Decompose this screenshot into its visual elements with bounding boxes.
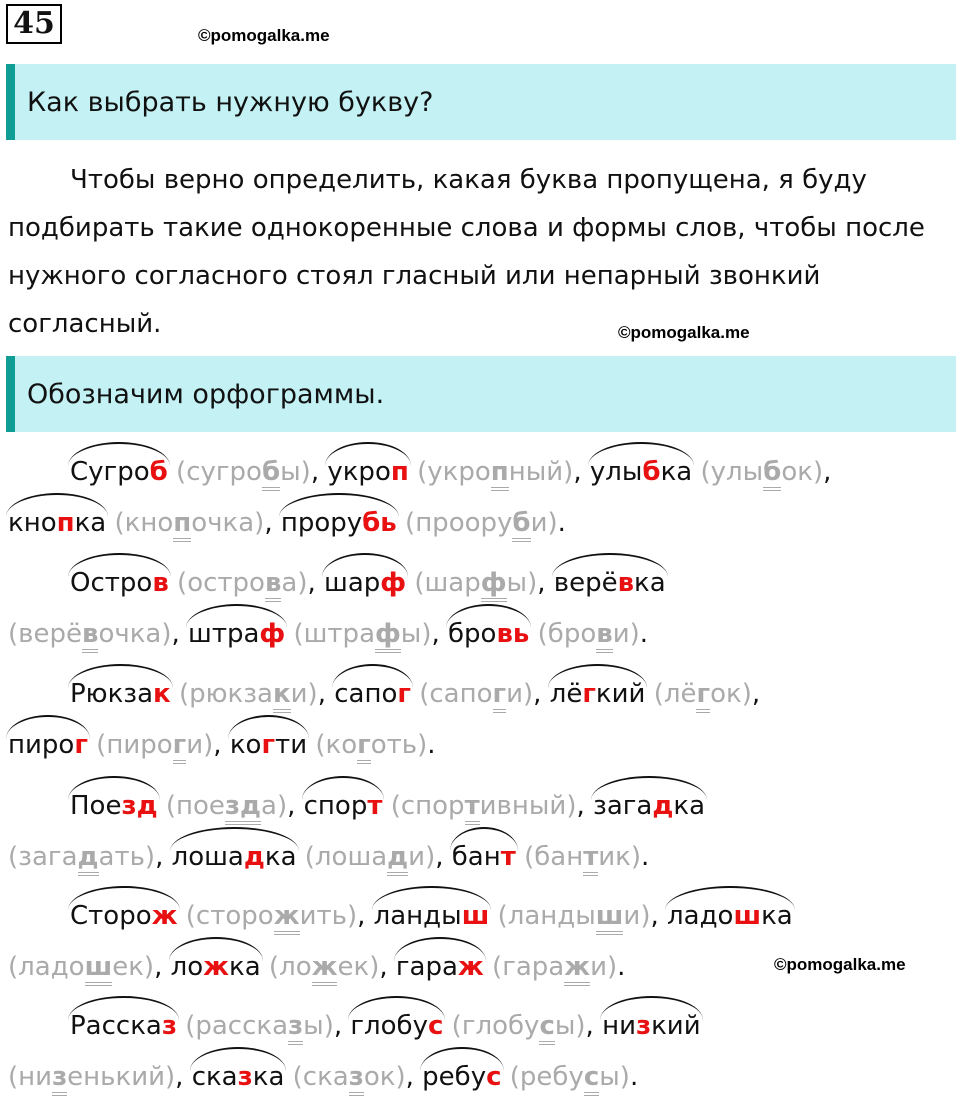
check-letter: в bbox=[596, 619, 612, 653]
word-with-root bbox=[448, 616, 529, 652]
word-start: глобу bbox=[350, 1011, 428, 1041]
check-word: (ландыши) bbox=[498, 901, 651, 935]
orthogram-letter: в bbox=[152, 568, 169, 598]
check-start: шар bbox=[424, 568, 481, 598]
watermark-top: ©pomogalka.me bbox=[198, 26, 330, 45]
root-arc bbox=[6, 715, 90, 739]
check-letter: ф bbox=[375, 619, 401, 653]
check-start: сторо bbox=[195, 901, 274, 931]
watermark-middle: ©pomogalka.me bbox=[618, 323, 750, 342]
check-word: (низенький) bbox=[8, 1062, 175, 1096]
root-arc bbox=[450, 827, 518, 851]
check-word: (загадать) bbox=[8, 842, 155, 876]
word-with-root bbox=[396, 949, 484, 985]
word-start: ска bbox=[191, 1062, 238, 1092]
check-start: ло bbox=[279, 952, 312, 982]
word-start: ни bbox=[602, 1011, 636, 1041]
word-with-root bbox=[452, 839, 516, 875]
word-with-root bbox=[171, 949, 261, 985]
check-word: (ложек) bbox=[269, 952, 379, 986]
check-start: верё bbox=[18, 619, 82, 649]
check-end: и bbox=[408, 842, 426, 872]
check-letter: в bbox=[82, 619, 98, 653]
check-letter: б bbox=[512, 508, 530, 542]
check-start: бро bbox=[547, 619, 597, 649]
word-end: ти bbox=[275, 730, 308, 760]
check-end: ивный bbox=[479, 791, 567, 821]
word-start: лё bbox=[549, 679, 583, 709]
check-start: рюкза bbox=[189, 679, 273, 709]
word-with-root bbox=[590, 454, 692, 490]
check-letter: т bbox=[583, 842, 598, 876]
word-start: бро bbox=[448, 619, 497, 649]
word-start: кно bbox=[8, 508, 57, 538]
check-start: ни bbox=[18, 1062, 53, 1092]
word-start: Пое bbox=[70, 791, 122, 821]
orthogram-letter: г bbox=[397, 679, 411, 709]
check-letter: ж bbox=[564, 952, 590, 986]
word-start: Расска bbox=[70, 1011, 162, 1041]
check-word: (спортивный) bbox=[391, 791, 577, 825]
root-arc bbox=[170, 827, 299, 851]
check-letter: з bbox=[349, 1062, 364, 1096]
check-letter: с bbox=[539, 1011, 554, 1045]
word-start: ко bbox=[229, 730, 262, 760]
orthogram-letter: з bbox=[161, 1011, 177, 1041]
orthogram-letter: ш bbox=[461, 901, 490, 931]
word-with-root bbox=[8, 505, 106, 541]
check-letter: ш bbox=[85, 952, 113, 986]
check-letter: г bbox=[696, 679, 710, 713]
check-letter: з bbox=[52, 1062, 67, 1096]
check-word: (сапоги) bbox=[419, 679, 533, 713]
check-end: оть bbox=[370, 730, 418, 760]
word-with-root bbox=[70, 676, 171, 712]
check-word: (верёвочка) bbox=[8, 619, 172, 653]
root-arc bbox=[68, 442, 170, 466]
check-end: и bbox=[186, 730, 204, 760]
root-arc bbox=[169, 937, 263, 961]
word-start: укро bbox=[327, 457, 391, 487]
root-arc bbox=[420, 1047, 503, 1071]
word-with-root bbox=[281, 505, 397, 541]
text-line: (верёвочка), штраф (штрафы), бровь (брови). bbox=[8, 616, 648, 652]
check-word: (бантик) bbox=[524, 842, 641, 876]
root-arc bbox=[591, 776, 707, 800]
orthogram-letter: г bbox=[74, 730, 88, 760]
check-start: ребу bbox=[519, 1062, 584, 1092]
root-arc bbox=[348, 996, 445, 1020]
orthogram-letter: ш bbox=[733, 901, 762, 931]
check-end: очка bbox=[98, 619, 162, 649]
orthogram-letter: ф bbox=[259, 619, 286, 649]
word-end: ка bbox=[634, 568, 666, 598]
check-letter: б bbox=[262, 457, 280, 491]
root-arc bbox=[665, 886, 795, 910]
check-letter: к bbox=[273, 679, 291, 713]
word-with-root bbox=[550, 676, 646, 712]
orthogram-letter: п bbox=[56, 508, 75, 538]
text-line: Сугроб (сугробы), укроп (укропный), улыбка (улыбок), bbox=[8, 454, 831, 490]
word-start: Остро bbox=[70, 568, 153, 598]
check-end: очка bbox=[191, 508, 255, 538]
check-word: (кнопочка) bbox=[115, 508, 265, 542]
word-start: Сугро bbox=[70, 457, 150, 487]
word-with-root bbox=[8, 727, 88, 763]
word-with-root bbox=[324, 565, 406, 601]
check-end: ать bbox=[98, 842, 145, 872]
word-start: верё bbox=[553, 568, 618, 598]
exercise-number: 45 bbox=[6, 4, 62, 44]
orthogram-letter: с bbox=[427, 1011, 444, 1041]
check-letter: б bbox=[763, 457, 781, 491]
check-word: (сказок) bbox=[293, 1062, 406, 1096]
check-letter: в bbox=[265, 568, 281, 602]
root-arc bbox=[6, 493, 108, 517]
orthogram-letter: к bbox=[153, 679, 171, 709]
check-start: пиро bbox=[106, 730, 173, 760]
check-letter: г bbox=[493, 679, 507, 713]
check-start: сапо bbox=[429, 679, 493, 709]
check-word: (ребусы) bbox=[510, 1062, 630, 1096]
word-end: кий bbox=[595, 679, 646, 709]
check-end: и bbox=[590, 952, 608, 982]
check-word: (сугробы) bbox=[176, 457, 311, 491]
check-word: (укропный) bbox=[417, 457, 573, 491]
text-line: Рюкзак (рюкзаки), сапог (сапоги), лёгкий (лёгок), bbox=[8, 676, 760, 712]
orthogram-letter: б bbox=[642, 457, 661, 487]
check-start: сугро bbox=[186, 457, 262, 487]
check-start: проору bbox=[415, 508, 513, 538]
check-end: ы bbox=[554, 1011, 576, 1041]
check-word: (лошади) bbox=[305, 842, 435, 876]
answer-text: Чтобы верно определить, какая буква пропущена, я буду подбирать такие однокоренные слова и формы слов, чтобы после нужного согласного стоял гласный или непарный звонкий согласный. bbox=[8, 165, 925, 339]
check-start: укро bbox=[427, 457, 491, 487]
word-end: ка bbox=[264, 842, 297, 872]
check-start: глобу bbox=[461, 1011, 540, 1041]
word-end: ка bbox=[761, 901, 793, 931]
check-end: ный bbox=[508, 457, 564, 487]
check-end: ик bbox=[598, 842, 631, 872]
check-start: пое bbox=[176, 791, 225, 821]
check-word: (острова) bbox=[177, 568, 307, 602]
orthogram-letter: з bbox=[635, 1011, 652, 1041]
word-start: ло bbox=[170, 952, 204, 982]
word-start: зага bbox=[593, 791, 653, 821]
word-with-root bbox=[188, 616, 285, 652]
watermark-bottom: ©pomogalka.me bbox=[774, 955, 906, 974]
check-letter: ж bbox=[312, 952, 338, 986]
word-start: лоша bbox=[171, 842, 244, 872]
check-letter: г bbox=[173, 730, 187, 764]
check-start: лоша bbox=[314, 842, 388, 872]
word-with-root bbox=[667, 898, 793, 934]
check-start: лё bbox=[663, 679, 697, 709]
root-arc bbox=[68, 886, 180, 910]
text-line: (ладошек), ложка (ложек), гараж (гаражи). bbox=[8, 949, 625, 985]
word-end: ка bbox=[229, 952, 261, 982]
check-word: (коготь) bbox=[315, 730, 427, 764]
check-end: ы bbox=[280, 457, 301, 487]
check-start: ладо bbox=[18, 952, 85, 982]
check-word: (улыбок) bbox=[700, 457, 823, 491]
word-start: бан bbox=[451, 842, 501, 872]
check-letter: ж bbox=[274, 901, 300, 935]
orthogram-letter: з bbox=[237, 1062, 253, 1092]
check-start: спор bbox=[400, 791, 465, 821]
check-letter: г bbox=[357, 730, 371, 764]
check-start: кно bbox=[124, 508, 174, 538]
check-start: ланды bbox=[507, 901, 596, 931]
word-with-root bbox=[374, 898, 490, 934]
word-start: гара bbox=[395, 952, 458, 982]
check-letter: п bbox=[173, 508, 191, 542]
word-with-root bbox=[70, 1008, 177, 1044]
word-end: кий bbox=[651, 1011, 701, 1041]
word-start: спор bbox=[303, 791, 368, 821]
word-with-root bbox=[593, 788, 705, 824]
word-with-root bbox=[304, 788, 383, 824]
check-word: (шарфы) bbox=[414, 568, 537, 602]
check-start: штра bbox=[303, 619, 375, 649]
check-word: (брови) bbox=[538, 619, 640, 653]
root-arc bbox=[446, 604, 531, 628]
word-with-root bbox=[327, 454, 408, 490]
orthogram-letter: с bbox=[486, 1062, 502, 1092]
word-with-root bbox=[230, 727, 307, 763]
word-start: улы bbox=[589, 457, 643, 487]
check-letter: с bbox=[584, 1062, 599, 1096]
check-word: (штрафы) bbox=[293, 619, 431, 653]
root-arc bbox=[279, 493, 399, 517]
word-with-root bbox=[172, 839, 297, 875]
check-letter: зд bbox=[225, 791, 261, 825]
orthogram-letter: в bbox=[617, 568, 635, 598]
check-word: (сторожить) bbox=[186, 901, 357, 935]
word-end: ка bbox=[660, 457, 693, 487]
root-arc bbox=[322, 553, 408, 577]
root-arc bbox=[548, 664, 648, 688]
check-word: (ладошек) bbox=[8, 952, 154, 986]
check-end: ы bbox=[506, 568, 528, 598]
section-heading bbox=[6, 356, 956, 432]
question-heading bbox=[6, 64, 956, 140]
word-with-root bbox=[350, 1008, 443, 1044]
word-start: штра bbox=[188, 619, 260, 649]
word-with-root bbox=[70, 788, 158, 824]
word-start: пиро bbox=[8, 730, 75, 760]
check-end: ек bbox=[337, 952, 370, 982]
word-with-root bbox=[70, 565, 169, 601]
orthogram-letter: бь bbox=[362, 508, 397, 538]
word-start: ланды bbox=[373, 901, 462, 931]
check-end: и bbox=[290, 679, 308, 709]
orthogram-letter: ф bbox=[380, 568, 407, 598]
root-arc bbox=[68, 996, 179, 1020]
text-line: Рассказ (рассказы), глобус (глобусы), низкий bbox=[8, 1008, 701, 1044]
word-start: шар bbox=[324, 568, 381, 598]
text-line: (загадать), лошадка (лошади), бант (бантик). bbox=[8, 839, 649, 875]
section-heading-text: Обозначим орфограммы. bbox=[27, 378, 385, 410]
word-with-root bbox=[334, 676, 411, 712]
check-letter: д bbox=[78, 842, 99, 876]
check-letter: ф bbox=[481, 568, 507, 602]
root-arc bbox=[302, 776, 385, 800]
word-with-root bbox=[70, 898, 178, 934]
check-letter: п bbox=[491, 457, 509, 491]
text-line: пирог (пироги), когти (коготь). bbox=[8, 727, 436, 763]
text-line: Поезд (поезда), спорт (спортивный), загадка bbox=[8, 788, 705, 824]
root-arc bbox=[600, 996, 703, 1020]
orthogram-letter: г bbox=[261, 730, 276, 760]
check-start: гара bbox=[502, 952, 565, 982]
word-start: ребу bbox=[422, 1062, 487, 1092]
root-arc bbox=[372, 886, 492, 910]
root-arc bbox=[68, 553, 171, 577]
word-start: Рюкза bbox=[70, 679, 154, 709]
word-with-root bbox=[70, 454, 168, 490]
text-line: Сторож (сторожить), ландыш (ландыши), ладошка bbox=[8, 898, 793, 934]
word-start: сапо bbox=[334, 679, 398, 709]
check-end: и bbox=[506, 679, 524, 709]
word-start: Сторо bbox=[70, 901, 152, 931]
text-line: кнопка (кнопочка), прорубь (прооруби). bbox=[8, 505, 566, 541]
question-heading-text: Как выбрать нужную букву? bbox=[27, 86, 434, 118]
word-start: прору bbox=[280, 508, 363, 538]
check-end: и bbox=[623, 901, 641, 931]
root-arc bbox=[228, 715, 309, 739]
orthogram-letter: т bbox=[367, 791, 383, 821]
root-arc bbox=[325, 442, 410, 466]
orthogram-letter: б bbox=[149, 457, 168, 487]
check-end: ы bbox=[599, 1062, 620, 1092]
root-arc bbox=[552, 553, 668, 577]
check-end: ить bbox=[299, 901, 347, 931]
check-start: бан bbox=[534, 842, 584, 872]
root-arc bbox=[394, 937, 486, 961]
root-arc bbox=[68, 664, 173, 688]
check-letter: д bbox=[387, 842, 408, 876]
word-with-root bbox=[422, 1059, 501, 1095]
text-line: Остров (острова), шарф (шарфы), верёвка bbox=[8, 565, 666, 601]
orthogram-letter: п bbox=[390, 457, 409, 487]
check-end: и bbox=[612, 619, 630, 649]
check-word: (пироги) bbox=[96, 730, 213, 764]
text-line: (низенький), сказка (сказок), ребус (ребусы). bbox=[8, 1059, 638, 1095]
word-with-root bbox=[602, 1008, 701, 1044]
check-word: (гаражи) bbox=[492, 952, 617, 986]
orthogram-letter: д bbox=[652, 791, 674, 821]
check-end: ок bbox=[710, 679, 742, 709]
root-arc bbox=[186, 604, 287, 628]
check-start: ко bbox=[325, 730, 358, 760]
check-start: улы bbox=[710, 457, 764, 487]
check-start: зага bbox=[18, 842, 78, 872]
check-end: а bbox=[281, 568, 298, 598]
word-end: ка bbox=[673, 791, 705, 821]
check-letter: ш bbox=[596, 901, 624, 935]
check-word: (лёгок) bbox=[654, 679, 752, 713]
check-letter: т bbox=[465, 791, 480, 825]
check-end: и bbox=[530, 508, 548, 538]
check-word: (рюкзаки) bbox=[179, 679, 318, 713]
orthogram-letter: вь bbox=[496, 619, 530, 649]
check-end: ек bbox=[112, 952, 144, 982]
word-end: ка bbox=[74, 508, 107, 538]
root-arc bbox=[332, 664, 413, 688]
word-with-root bbox=[192, 1059, 285, 1095]
check-word: (прооруби) bbox=[405, 508, 558, 542]
check-start: остро bbox=[187, 568, 265, 598]
check-word: (поезда) bbox=[166, 791, 287, 825]
word-start: ладо bbox=[667, 901, 734, 931]
check-end: ы bbox=[303, 1011, 324, 1041]
check-letter: з bbox=[288, 1011, 303, 1045]
orthogram-letter: ж bbox=[203, 952, 230, 982]
check-start: расска bbox=[195, 1011, 289, 1041]
orthogram-letter: ж bbox=[457, 952, 484, 982]
root-arc bbox=[68, 776, 160, 800]
orthogram-letter: д bbox=[243, 842, 265, 872]
check-end: ок bbox=[363, 1062, 396, 1092]
check-end: енький bbox=[67, 1062, 165, 1092]
word-end: ка bbox=[252, 1062, 285, 1092]
check-end: ы bbox=[400, 619, 422, 649]
check-word: (глобусы) bbox=[452, 1011, 586, 1045]
check-end: ок bbox=[781, 457, 813, 487]
root-arc bbox=[190, 1047, 287, 1071]
orthogram-letter: т bbox=[500, 842, 516, 872]
orthogram-letter: зд bbox=[121, 791, 158, 821]
orthogram-letter: ж bbox=[151, 901, 178, 931]
check-word: (рассказы) bbox=[185, 1011, 334, 1045]
orthogram-letter: г bbox=[582, 679, 596, 709]
word-with-root bbox=[554, 565, 666, 601]
check-end: а bbox=[261, 791, 277, 821]
root-arc bbox=[588, 442, 694, 466]
answer-paragraph bbox=[8, 156, 948, 348]
check-start: ска bbox=[302, 1062, 349, 1092]
